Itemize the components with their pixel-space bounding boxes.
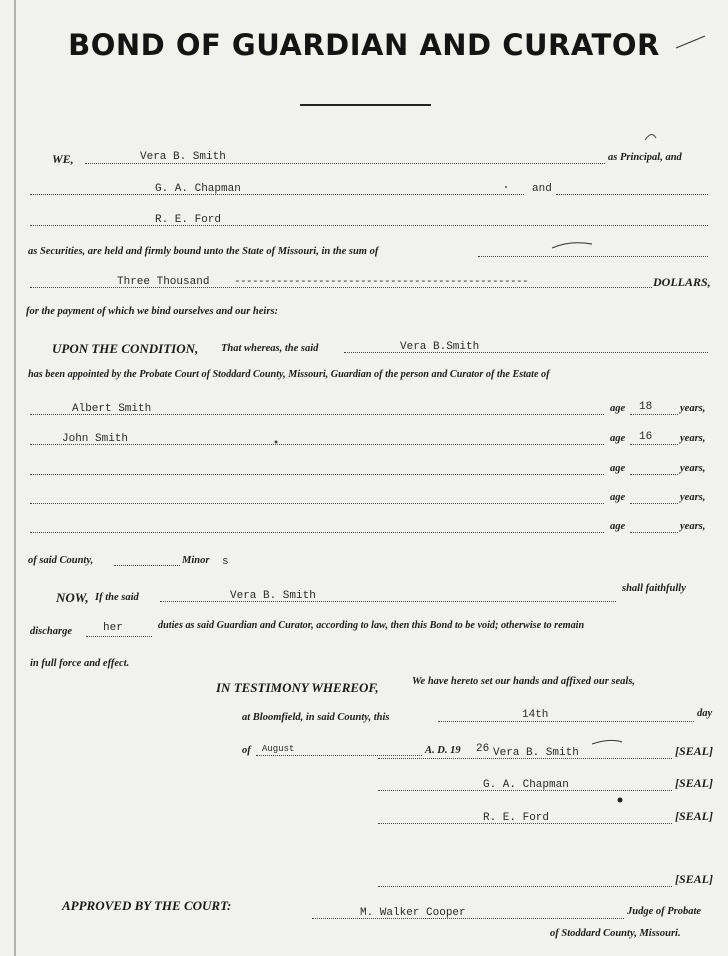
now-lead: NOW, [56,590,89,605]
seal-label: [SEAL] [675,872,714,886]
day-label: day [697,708,713,719]
shall-faithfully: shall faithfully [622,583,686,594]
discharge-label: discharge [30,626,72,637]
minor-label: Minor [182,555,210,566]
now-name: Vera B. Smith [230,590,316,602]
and-word: and [532,183,552,195]
years-label: years, [680,403,706,414]
seal-label: [SEAL] [675,776,714,790]
day-value: 14th [522,709,549,721]
surety-2-name: R. E. Ford [155,214,222,226]
judge-name: M. Walker Cooper [360,907,466,919]
signer-name: Vera B. Smith [493,747,579,759]
year-suffix: 26 [476,743,490,755]
years-label: years, [680,492,706,503]
amount-dashes: ------------------------------------------------- [234,276,529,288]
principal-name: Vera B. Smith [140,151,226,163]
minor-suffix: s [222,556,229,568]
testimony-lead: IN TESTIMONY WHEREOF, [216,680,379,695]
condition-lead: UPON THE CONDITION, [52,341,199,356]
seal-label: [SEAL] [675,744,714,758]
county-line: of Stoddard County, Missouri. [550,928,681,939]
minor-name: Albert Smith [72,403,152,415]
of-said-county: of said County, [28,555,94,566]
now-text: If the said [95,592,139,603]
testimony-text: We have hereto set our hands and affixed our seals, [412,676,636,687]
condition-text: That whereas, the said [221,343,319,354]
minor-age: 16 [639,431,653,443]
minor-age: 18 [639,401,653,413]
seal-label: [SEAL] [675,809,714,823]
age-label: age [610,492,626,503]
years-label: years, [680,433,706,444]
appointed-text: has been appointed by the Probate Court of Stoddard County, Missouri, Guardian of the person and Curator of the Estate of [28,369,550,380]
surety-1-name: G. A. Chapman [155,183,241,195]
document-title: BOND OF GUARDIAN AND CURATOR [68,28,660,62]
age-label: age [610,521,626,532]
pronoun: her [103,622,123,634]
age-label: age [610,463,626,474]
full-force-text: in full force and effect. [30,658,130,669]
age-label: age [610,433,626,444]
years-label: years, [680,463,706,474]
of-label: of [242,745,251,756]
judge-title: Judge of Probate [627,906,702,917]
approved-label: APPROVED BY THE COURT: [62,898,232,913]
condition-name: Vera B.Smith [400,341,480,353]
payment-text: for the payment of which we bind ourselves and our heirs: [26,306,279,317]
years-label: years, [680,521,706,532]
at-bloomfield-text: at Bloomfield, in said County, this [242,712,390,723]
duties-text: duties as said Guardian and Curator, according to law, then this Bond to be void; otherwise to remain [158,620,585,631]
signer-name: R. E. Ford [483,812,550,824]
we-label: WE, [52,152,74,166]
minor-name: John Smith [62,433,129,445]
signer-name: G. A. Chapman [483,779,569,791]
month: August [262,744,295,754]
securities-text: as Securities, are held and firmly bound unto the State of Missouri, in the sum of [28,246,379,257]
age-label: age [610,403,626,414]
amount-text: Three Thousand [117,276,210,288]
dollars-label: DOLLARS, [653,275,711,289]
as-principal-label: as Principal, and [608,152,682,163]
ad-text: A. D. 19 [425,745,461,756]
